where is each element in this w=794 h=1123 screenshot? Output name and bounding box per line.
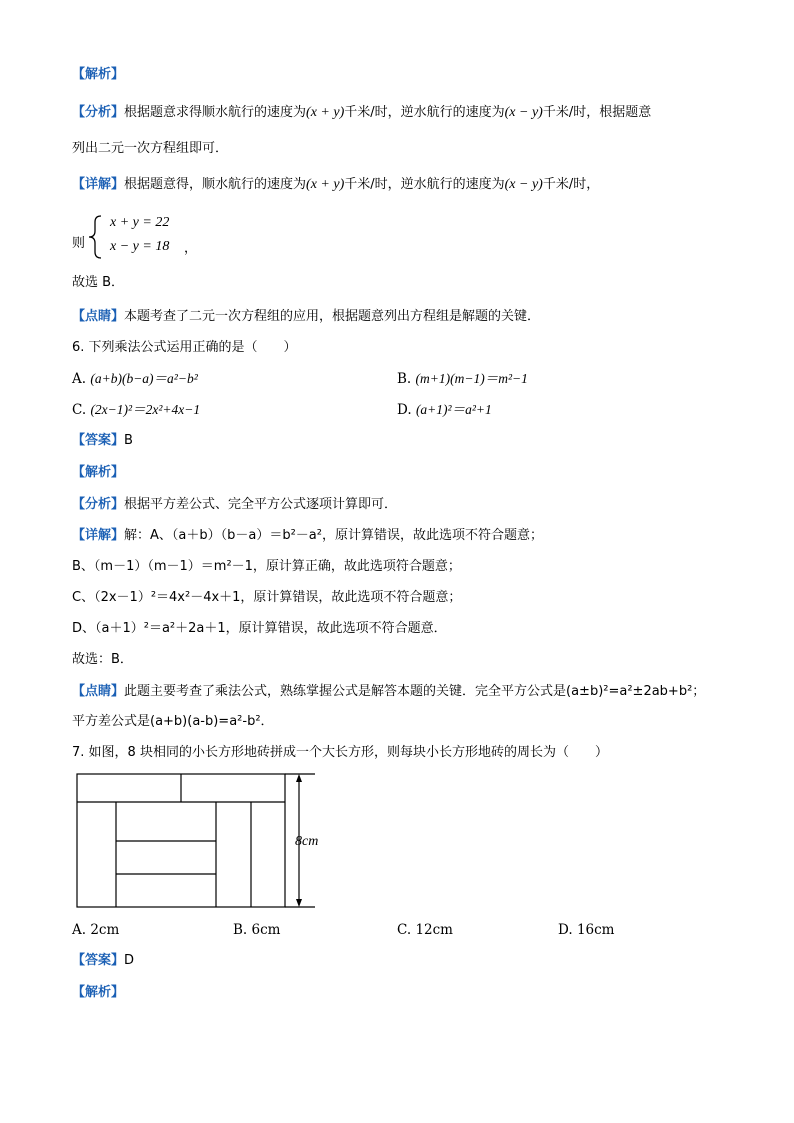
option-text: 16cm (576, 922, 615, 938)
comment-paragraph (72, 308, 540, 326)
option-text: 12cm (415, 922, 453, 938)
q6-option-b (397, 370, 528, 388)
fenxi-text-c: 千米/时，根据题意 (542, 105, 652, 120)
dianjing-text: 本题考查了二元一次方程组的应用，根据题意列出方程组是解题的关键． (124, 309, 541, 324)
dimension-arrow-up-icon (296, 774, 302, 782)
option-text: (a+1)²＝a²+1 (415, 402, 492, 417)
xiangjie-text-a: 根据题意得，顺水航行的速度为 (124, 177, 307, 192)
expr-x-minus-y: (x − y) (504, 105, 543, 120)
dimension-label: 8cm (295, 834, 319, 849)
xiangjie-tag: 【详解】 (72, 177, 125, 192)
option-label: A. (72, 922, 87, 938)
xiangjie-text-c: 千米/时， (542, 177, 600, 192)
q6-xiangjie-line-2: B、（m－1）（m－1）＝m²－1，原计算正确，故此选项符合题意； (72, 559, 461, 574)
q6-xiangjie-line-4: D、（a＋1）²＝a²＋2a＋1，原计算错误，故此选项不符合题意． (72, 621, 447, 636)
option-text: (a+b)(b−a)＝a²−b² (90, 371, 198, 386)
dianjing-tag: 【点睛】 (72, 684, 125, 699)
expr-x-minus-y-2: (x − y) (504, 177, 543, 192)
tile-rectangles (77, 774, 315, 907)
dianjing-tag: 【点睛】 (72, 309, 125, 324)
q6-stem: 6. 下列乘法公式运用正确的是（ ） (72, 340, 297, 355)
q6-fenxi (72, 496, 397, 514)
q7-option-c (397, 921, 453, 939)
q7-tile-figure (70, 770, 330, 912)
option-text: 2cm (90, 922, 120, 938)
xiangjie-text: 解：A、（a＋b）（b－a）＝b²－a²，原计算错误，故此选项不符合题意； (124, 528, 543, 543)
q6-xiangjie-line-1 (72, 527, 543, 545)
option-label: A. (72, 371, 87, 387)
q6-choice-result: 故选：B． (72, 652, 133, 667)
option-text: 6cm (251, 922, 281, 938)
detail-paragraph (72, 176, 599, 194)
q6-dianjing (72, 683, 705, 701)
answer-tag: 【答案】 (72, 433, 125, 448)
equation-1: x + y = 22 (110, 215, 170, 230)
xiangjie-text-b: 千米/时，逆水航行的速度为 (344, 177, 505, 192)
option-label: D. (558, 922, 573, 938)
expr-x-plus-y: (x + y) (306, 105, 345, 120)
q7-option-b (233, 921, 280, 939)
q7-answer (72, 952, 134, 970)
option-label: C. (72, 402, 87, 418)
analysis-paragraph-line2: 列出二元一次方程组即可． (72, 141, 229, 156)
analysis-heading: 【解析】 (72, 67, 125, 82)
answer-value: B (124, 433, 133, 448)
option-text: (2x−1)²＝2x²+4x−1 (90, 402, 201, 417)
q7-option-d (558, 921, 614, 939)
option-label: B. (233, 922, 248, 938)
q6-xiangjie-line-3: C、（2x－1）²＝4x²－4x＋1，原计算错误，故此选项不符合题意； (72, 590, 462, 605)
analysis-paragraph (72, 104, 651, 122)
option-label: C. (397, 922, 412, 938)
q6-analysis-heading: 【解析】 (72, 465, 125, 480)
answer-value: D (124, 953, 135, 968)
option-label: D. (397, 402, 412, 418)
brace-icon (86, 214, 106, 260)
q7-analysis-heading: 【解析】 (72, 985, 125, 1000)
choice-result: 故选 B． (72, 275, 125, 290)
equation-end: ， (184, 241, 198, 256)
q6-option-c (72, 401, 200, 419)
q6-option-a (72, 370, 198, 388)
answer-tag: 【答案】 (72, 953, 125, 968)
equation-2: x − y = 18 (110, 239, 170, 254)
expr-x-plus-y-2: (x + y) (306, 177, 345, 192)
dimension-arrow-down-icon (296, 899, 302, 907)
fenxi-tag: 【分析】 (72, 497, 125, 512)
fenxi-text-a: 根据题意求得顺水航行的速度为 (124, 105, 307, 120)
q6-answer (72, 432, 133, 450)
q6-option-d (397, 401, 492, 419)
option-text: (m+1)(m−1)＝m²−1 (415, 371, 528, 386)
q7-option-a (72, 921, 119, 939)
q6-dianjing-line2: 平方差公式是(a+b)(a-b)=a²-b²． (72, 714, 274, 729)
ze-label: 则 (72, 236, 86, 251)
q7-stem: 7. 如图，8 块相同的小长方形地砖拼成一个大长方形，则每块小长方形地砖的周长为（ ） (72, 745, 608, 760)
dianjing-text-a: 此题主要考查了乘法公式，熟练掌握公式是解答本题的关键．完全平方公式是(a±b)²=a²±2ab+b²； (124, 684, 706, 699)
xiangjie-tag: 【详解】 (72, 528, 125, 543)
fenxi-text: 根据平方差公式、完全平方公式逐项计算即可． (124, 497, 398, 512)
fenxi-tag: 【分析】 (72, 105, 125, 120)
option-label: B. (397, 371, 412, 387)
fenxi-text-b: 千米/时，逆水航行的速度为 (344, 105, 505, 120)
